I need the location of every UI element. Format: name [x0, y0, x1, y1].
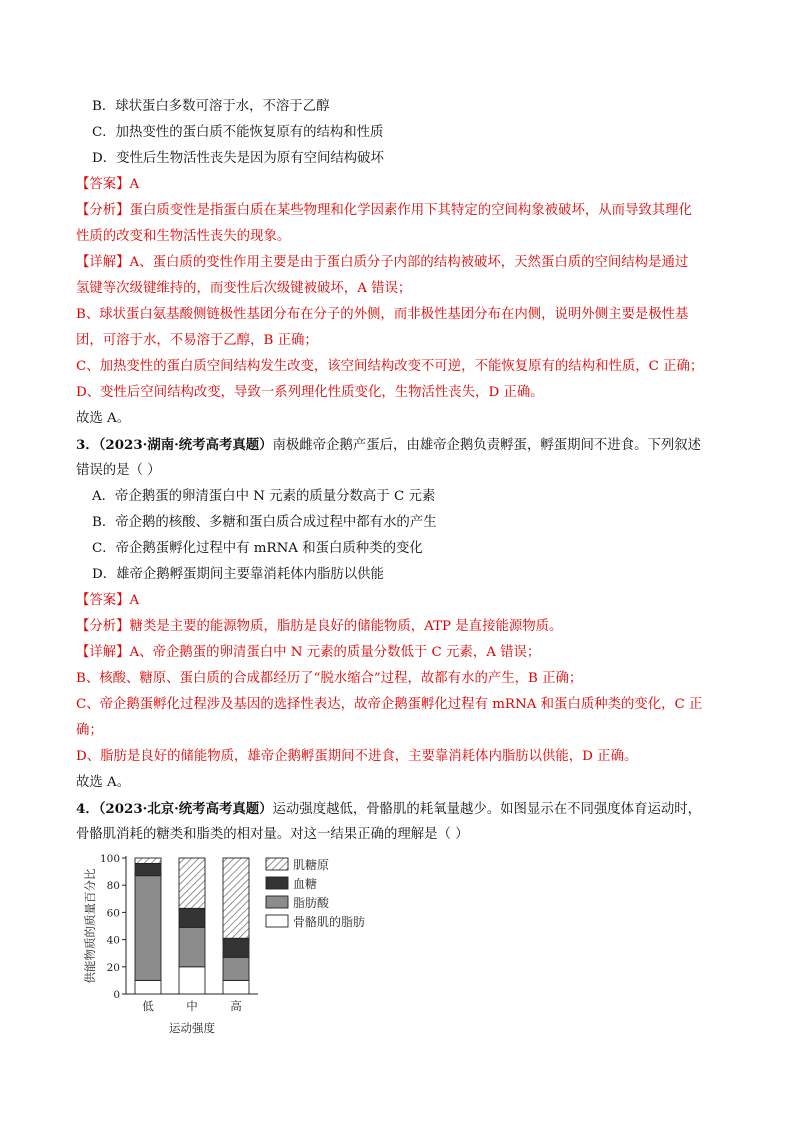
- bar-segment: [179, 858, 205, 908]
- legend-label: 血糖: [293, 877, 318, 891]
- x-tick-label: 低: [142, 999, 154, 1013]
- q3-stem-text: 南极雌帝企鹅产蛋后，由雄帝企鹅负责孵蛋，孵蛋期间不进食。下列叙述: [272, 438, 702, 453]
- q3-detail-2: B、核酸、糖原、蛋白质的合成都经历了“脱水缩合”过程，故都有水的产生，B 正确；: [76, 671, 583, 686]
- legend-swatch: [266, 877, 288, 889]
- bar-segment: [179, 967, 205, 994]
- x-tick-label: 高: [230, 999, 242, 1013]
- q4-source: （2023·北京·统考高考真题）: [98, 801, 273, 817]
- q3-detail-5: D、脂肪是良好的储能物质，雄帝企鹅孵蛋期间不进食，主要靠消耗体内脂肪以供能，D 正确。: [76, 749, 638, 764]
- bar-segment: [135, 980, 161, 994]
- y-tick-label: 100: [99, 853, 120, 865]
- q2-analysis-2: 性质的改变和生物活性丧失的现象。: [76, 229, 291, 244]
- q2-detail-3: B、球状蛋白氨基酸侧链极性基团分布在分子的外侧，而非极性基团分布在内侧，说明外侧主要是极性基: [76, 307, 689, 322]
- q3-conclusion: 故选 A。: [76, 775, 131, 790]
- legend-swatch: [266, 915, 288, 927]
- bar-segment: [179, 908, 205, 927]
- q2-answer: 【答案】A: [76, 177, 140, 192]
- q3-stem-1: [76, 435, 701, 456]
- q3-answer: 【答案】A: [76, 593, 140, 608]
- q3-detail-4: 确；: [76, 723, 103, 738]
- q3-option-d: D．雄帝企鹅孵蛋期间主要靠消耗体内脂肪以供能: [92, 567, 384, 582]
- bar-segment: [179, 927, 205, 966]
- y-tick-label: 60: [106, 907, 120, 920]
- bar-segment: [135, 876, 161, 981]
- q2-option-b: B．球状蛋白多数可溶于水，不溶于乙醇: [92, 99, 330, 114]
- x-axis-label: 运动强度: [169, 1021, 215, 1035]
- q2-detail-6: D、变性后空间结构改变，导致一系列理化性质变化，生物活性丧失，D 正确。: [76, 385, 544, 400]
- y-tick-label: 0: [113, 989, 120, 1001]
- legend-label: 肌糖原: [293, 858, 330, 872]
- bar-segment: [135, 863, 161, 875]
- legend-label: 骨骼肌的脂肪: [293, 915, 366, 929]
- q2-detail-5: C、加热变性的蛋白质空间结构发生改变，该空间结构改变不可逆，不能恢复原有的结构和性质，C 正确；: [76, 359, 704, 374]
- q2-detail-1: 【详解】A、蛋白质的变性作用主要是由于蛋白质分子内部的结构被破坏，天然蛋白质的空间结构是通过: [76, 255, 689, 270]
- bar-segment: [223, 938, 249, 957]
- q4-number: 4．: [76, 801, 99, 817]
- stacked-bar-chart: [76, 846, 406, 1046]
- x-tick-label: 中: [186, 999, 198, 1013]
- q3-analysis: 【分析】糖类是主要的能源物质，脂肪是良好的储能物质，ATP 是直接能源物质。: [76, 619, 563, 634]
- q2-detail-4: 团，可溶于水，不易溶于乙醇，B 正确；: [76, 333, 318, 348]
- bar-segment: [223, 957, 249, 980]
- y-axis-label: 供能物质的质量百分比: [83, 868, 97, 984]
- chart-legend: [266, 857, 365, 929]
- chart-bars: [135, 858, 249, 994]
- q2-analysis-1: 【分析】蛋白质变性是指蛋白质在某些物理和化学因素作用下其特定的空间构象被破坏，从而导致其理化: [76, 203, 692, 218]
- q2-conclusion: 故选 A。: [76, 411, 131, 426]
- legend-swatch: [266, 896, 288, 908]
- q3-option-c: C．帝企鹅蛋孵化过程中有 mRNA 和蛋白质种类的变化: [92, 541, 423, 556]
- q4-stem-text: 运动强度越低，骨骼肌的耗氧量越少。如图显示在不同强度体育运动时，: [272, 802, 702, 817]
- q2-option-c: C．加热变性的蛋白质不能恢复原有的结构和性质: [92, 125, 384, 140]
- bar-segment: [223, 980, 249, 994]
- q3-source: （2023·湖南·统考高考真题）: [98, 437, 273, 453]
- y-tick-label: 40: [106, 934, 120, 947]
- q4-stem-1: [76, 799, 701, 820]
- q2-detail-2: 氢键等次级键维持的，而变性后次级键被破坏，A 错误；: [76, 281, 412, 296]
- bar-segment: [135, 858, 161, 863]
- q3-option-a: A．帝企鹅蛋的卵清蛋白中 N 元素的质量分数高于 C 元素: [92, 489, 436, 504]
- legend-swatch: [266, 858, 288, 870]
- q3-stem-2: 错误的是（ ）: [76, 463, 161, 478]
- bar-segment: [223, 858, 249, 938]
- q3-option-b: B．帝企鹅的核酸、多糖和蛋白质合成过程中都有水的产生: [92, 515, 437, 530]
- q3-detail-1: 【详解】A、帝企鹅蛋的卵清蛋白中 N 元素的质量分数低于 C 元素，A 错误；: [76, 645, 541, 660]
- legend-label: 脂肪酸: [293, 896, 330, 910]
- q3-detail-3: C、帝企鹅蛋孵化过程涉及基因的选择性表达，故帝企鹅蛋孵化过程有 mRNA 和蛋白质种类的变化，C 正: [76, 697, 703, 712]
- y-tick-label: 20: [106, 961, 120, 974]
- q4-stem-2: 骨骼肌消耗的糖类和脂类的相对量。对这一结果正确的理解是（ ）: [76, 827, 469, 842]
- q3-number: 3．: [76, 437, 99, 453]
- q2-option-d: D．变性后生物活性丧失是因为原有空间结构破坏: [92, 151, 384, 166]
- y-tick-label: 80: [106, 880, 120, 893]
